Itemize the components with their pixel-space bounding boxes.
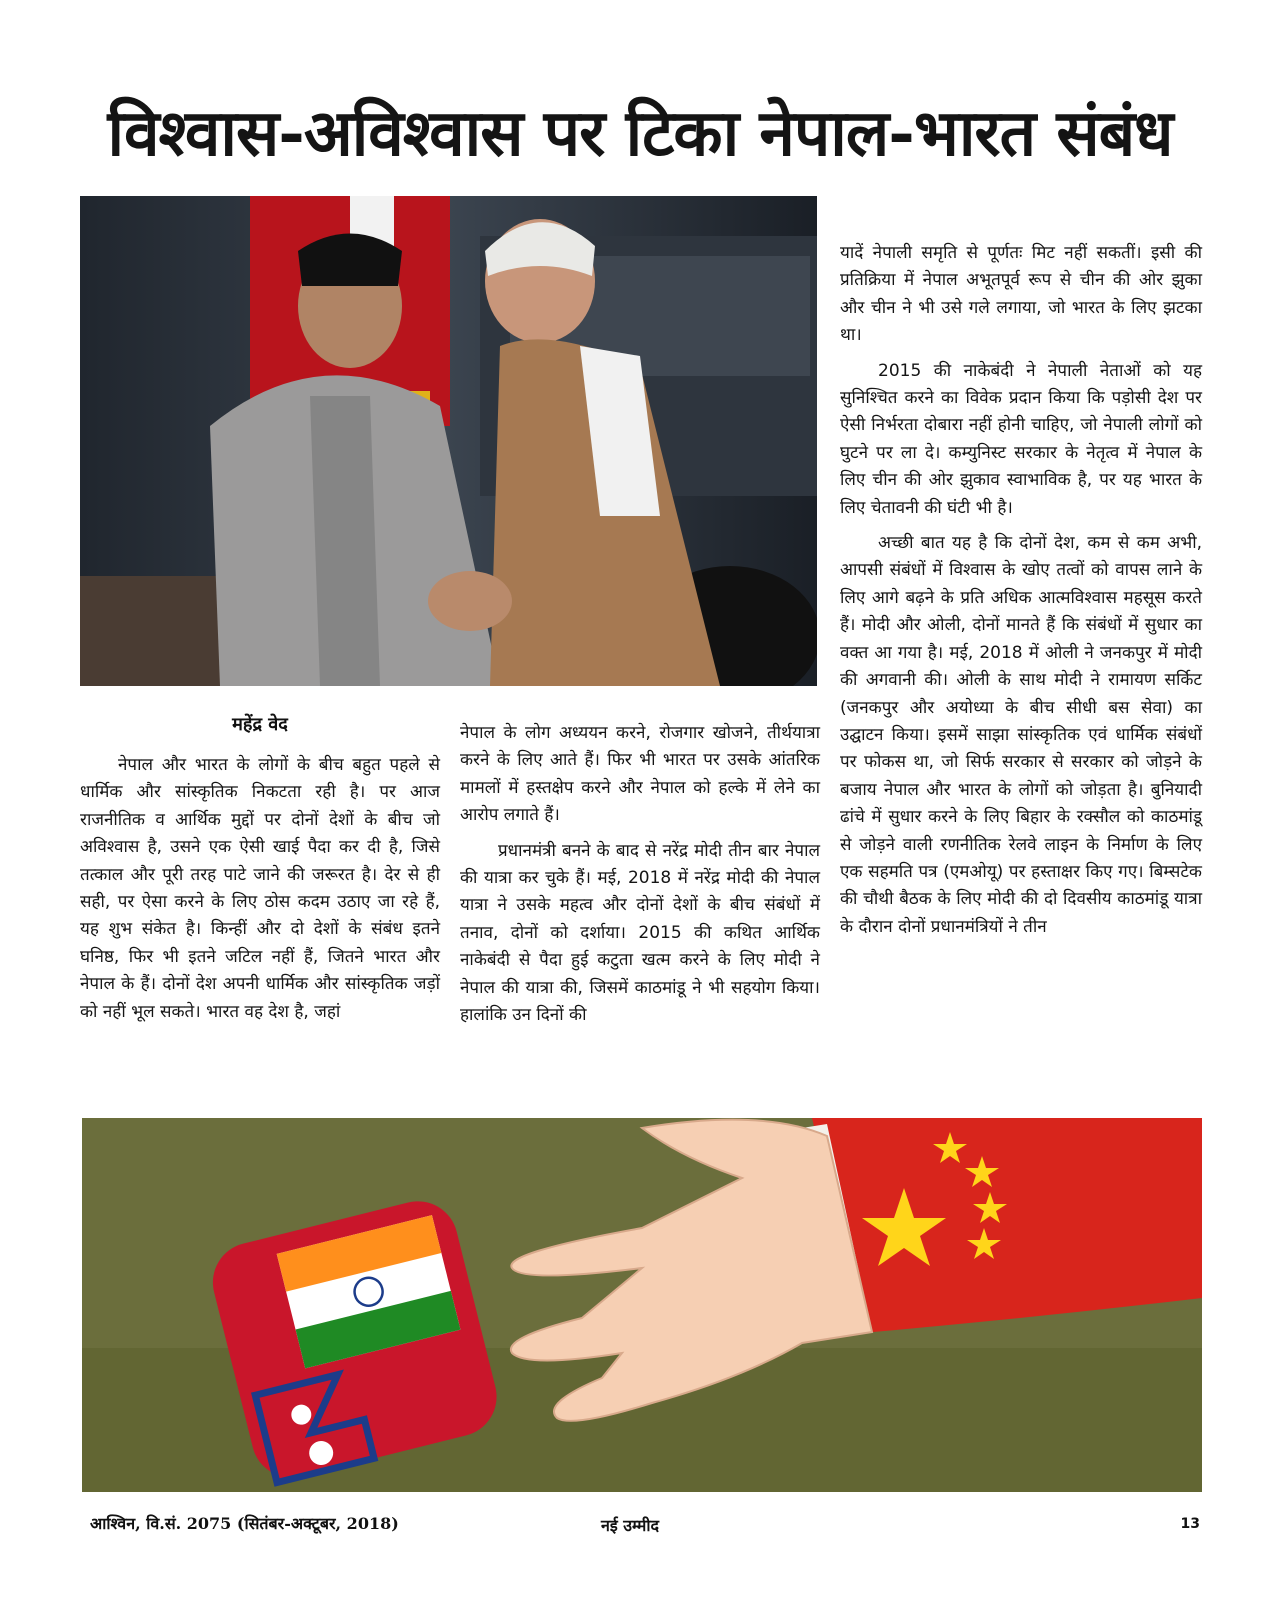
paragraph: यादें नेपाली समृति से पूर्णतः मिट नहीं सकतीं। इसी की प्रतिक्रिया में नेपाल अभूतपूर्व रूप से चीन की ओर झुका और चीन ने भी उसे गले लगाया, जो भारत के लिए झटका था। <box>840 243 1202 346</box>
article-column-2 <box>460 720 820 1037</box>
paragraph: नेपाल और भारत के लोगों के बीच बहुत पहले से धार्मिक और सांस्कृतिक निकटता रही है। पर आज राजनीतिक व आर्थिक मुद्दों पर दोनों देशों के बीच जो अविश्वास है, उसने एक ऐसी खाई पैदा कर दी है, जिसे तत्काल और पूरी तरह पाटे जाने की जरूरत है। देर से ही सही, पर ऐसा करने के लिए ठोस कदम उठाए जा रहे हैं, यह शुभ संकेत है। किन्हीं और दो देशों के संबंध इतने घनिष्ठ, फिर भी इतने जटिल नहीं हैं, जितने भारत और नेपाल के हैं। दोनों देश अपनी धार्मिक और सांस्कृतिक जड़ों को नहीं भूल सकते। भारत वह देश है, जहां <box>80 755 440 1022</box>
paragraph: 2015 की नाकेबंदी ने नेपाली नेताओं को यह सुनिश्चित करने का विवेक प्रदान किया कि पड़ोसी देश पर ऐसी निर्भरता दोबारा नहीं होनी चाहिए, जो नेपाली लोगों को घुटने पर ला दे। कम्युनिस्ट सरकार के नेतृत्व में नेपाल के लिए चीन की ओर झुकाव स्वाभाविक है, पर यह भारत के लिए चेतावनी की घंटी भी है। <box>840 360 1202 518</box>
illustration-china-hand-dice <box>82 1118 1202 1492</box>
footer-issue-date: आश्विन, वि.सं. 2075 (सितंबर-अक्टूबर, 2018) <box>90 1514 399 1533</box>
footer-magazine-name: नई उम्मीद <box>600 1516 660 1535</box>
photo-leaders-handshake <box>80 196 817 686</box>
paragraph: प्रधानमंत्री बनने के बाद से नरेंद्र मोदी तीन बार नेपाल की यात्रा कर चुके हैं। मई, 2018 में नरेंद्र मोदी की नेपाल यात्रा ने उसके महत्व और दोनों देशों के बीच संबंधों में तनाव, दोनों को दर्शाया। 2015 की कथित आर्थिक नाकेबंदी से पैदा हुई कटुता खत्म करने के लिए मोदी ने नेपाल की यात्रा की, जिसमें काठमांडू ने भी सहयोग किया। हालांकि उन दिनों की <box>460 840 820 1026</box>
paragraph: अच्छी बात यह है कि दोनों देश, कम से कम अभी, आपसी संबंधों में विश्वास के खोए तत्वों को वापस लाने के लिए आगे बढ़ने के प्रति अधिक आत्मविश्वास महसूस करते हैं। मोदी और ओली, दोनों मानते हैं कि संबंधों में सुधार का वक्त आ गया है। मई, 2018 में ओली ने जनकपुर में मोदी की अगवानी की। ओली के साथ मोदी ने रामायण सर्किट (जनकपुर और अयोध्या के बीच सीधी बस सेवा) का उद्घाटन किया। इसमें साझा सांस्कृतिक एवं धार्मिक संबंधों पर फोकस था, जो सिर्फ सरकार से सरकार को जोड़ने के बजाय नेपाल और भारत के लोगों को जोड़ता है। बुनियादी ढांचे में सुधार करने के लिए बिहार के रक्सौल को काठमांडू से जोड़ने वाली रणनीतिक रेलवे लाइन के निर्माण के लिए एक सहमति पत्र (एमओयू) पर हस्ताक्षर किए गए। बिम्सटेक की चौथी बैठक के लिए मोदी की दो दिवसीय काठमांडू यात्रा के दौरान दोनों प्रधानमंत्रियों ने तीन <box>840 533 1202 937</box>
paragraph: नेपाल के लोग अध्ययन करने, रोजगार खोजने, तीर्थयात्रा करने के लिए आते हैं। फिर भी भारत पर उसके आंतरिक मामलों में हस्तक्षेप करने और नेपाल को हल्के में लेने का आरोप लगाते हैं। <box>460 723 820 826</box>
article-column-3 <box>840 240 1202 949</box>
byline: महेंद्र वेद <box>232 714 288 735</box>
headline: विश्वास-अविश्वास पर टिका नेपाल-भारत संबंध <box>107 96 1173 171</box>
china-sleeve <box>812 1118 1202 1333</box>
article-column-1 <box>80 752 440 1034</box>
page-number: 13 <box>1180 1516 1200 1532</box>
